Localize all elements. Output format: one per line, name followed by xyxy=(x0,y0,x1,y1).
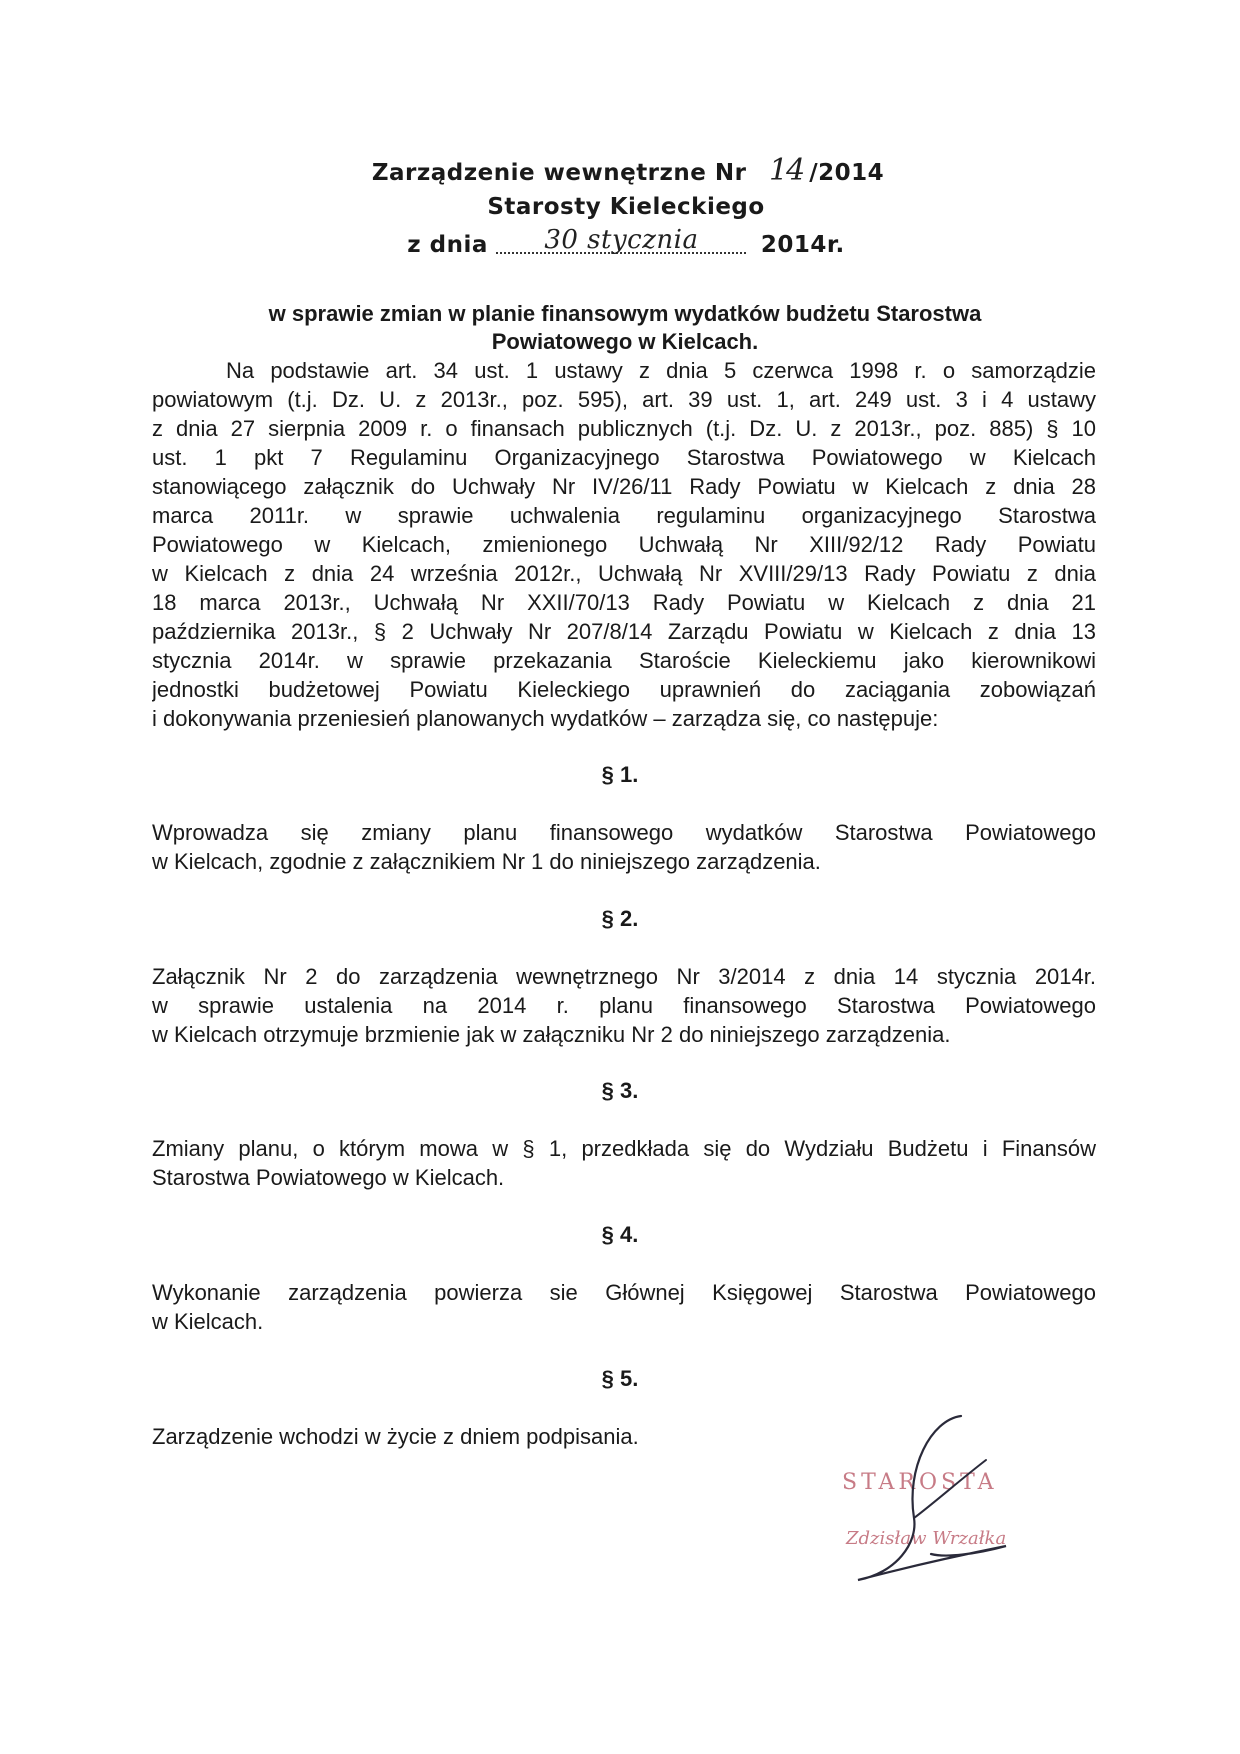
preamble-line: powiatowym (t.j. Dz. U. z 2013r., poz. 595), art. 39 ust. 1, art. 249 ust. 3 i 4 ustawy xyxy=(152,387,1096,412)
stamp-name: Zdzisław Wrzałka xyxy=(846,1528,1007,1549)
handwritten-number: 14 xyxy=(769,153,804,188)
date-fill-line xyxy=(496,225,746,255)
section-line: w sprawie ustalenia na 2014 r. planu finansowego Starostwa Powiatowego xyxy=(152,993,1096,1018)
document-date xyxy=(6,225,1240,258)
date-prefix: z dnia xyxy=(407,232,488,258)
preamble-line: jednostki budżetowej Powiatu Kieleckiego uprawnień do zaciągania zobowiązań xyxy=(152,677,1096,702)
section-heading: § 3. xyxy=(601,1078,639,1103)
preamble-line: stycznia 2014r. w sprawie przekazania Staroście Kieleckiemu jako kierownikowi xyxy=(152,648,1096,673)
preamble-line: października 2013r., § 2 Uchwały Nr 207/8/14 Zarządu Powiatu w Kielcach z dnia 13 xyxy=(152,619,1096,644)
preamble-line: Na podstawie art. 34 ust. 1 ustawy z dnia 5 czerwca 1998 r. o samorządzie xyxy=(226,358,1096,383)
section-line: Starostwa Powiatowego w Kielcach. xyxy=(152,1165,505,1190)
preamble-line: z dnia 27 sierpnia 2009 r. o finansach publicznych (t.j. Dz. U. z 2013r., poz. 885) § 10 xyxy=(152,416,1096,441)
subject-line: w sprawie zmian w planie finansowym wydatków budżetu Starostwa xyxy=(268,301,982,326)
subject-line: Powiatowego w Kielcach. xyxy=(491,329,759,354)
title-suffix: /2014 xyxy=(809,160,885,186)
section-heading: § 2. xyxy=(601,906,639,931)
preamble-line: ust. 1 pkt 7 Regulaminu Organizacyjnego Starostwa Powiatowego w Kielcach xyxy=(152,445,1096,470)
section-line: Zmiany planu, o którym mowa w § 1, przedkłada się do Wydziału Budżetu i Finansów xyxy=(152,1136,1096,1161)
section-heading: § 4. xyxy=(601,1222,639,1247)
handwritten-signature xyxy=(836,1408,1036,1588)
preamble-line: 18 marca 2013r., Uchwałą Nr XXII/70/13 Rady Powiatu w Kielcach z dnia 21 xyxy=(152,590,1096,615)
preamble-line: i dokonywania przeniesień planowanych wydatków – zarządza się, co następuje: xyxy=(152,706,939,731)
preamble-line: w Kielcach z dnia 24 września 2012r., Uchwałą Nr XVIII/29/13 Rady Powiatu z dnia xyxy=(152,561,1096,586)
section-heading: § 1. xyxy=(601,762,639,787)
section-line: w Kielcach otrzymuje brzmienie jak w załączniku Nr 2 do niniejszego zarządzenia. xyxy=(152,1022,951,1047)
date-suffix: 2014r. xyxy=(760,232,845,258)
section-line: Wprowadza się zmiany planu finansowego wydatków Starostwa Powiatowego xyxy=(152,820,1096,845)
section-line: w Kielcach. xyxy=(152,1309,264,1334)
preamble-line: stanowiącego załącznik do Uchwały Nr IV/26/11 Rady Powiatu w Kielcach z dnia 28 xyxy=(152,474,1096,499)
issuer: Starosty Kieleckiego xyxy=(487,194,765,220)
section-heading: § 5. xyxy=(601,1366,639,1391)
title-prefix: Zarządzenie wewnętrzne Nr xyxy=(371,160,747,186)
section-line: Zarządzenie wchodzi w życie z dniem podpisania. xyxy=(152,1424,639,1449)
document-title xyxy=(8,153,1240,188)
preamble-line: Powiatowego w Kielcach, zmienionego Uchwałą Nr XIII/92/12 Rady Powiatu xyxy=(152,532,1096,557)
section-line: Załącznik Nr 2 do zarządzenia wewnętrznego Nr 3/2014 z dnia 14 stycznia 2014r. xyxy=(152,964,1096,989)
preamble-line: marca 2011r. w sprawie uchwalenia regulaminu organizacyjnego Starostwa xyxy=(152,503,1096,528)
handwritten-date: 30 stycznia xyxy=(544,225,699,255)
section-line: Wykonanie zarządzenia powierza sie Głównej Księgowej Starostwa Powiatowego xyxy=(152,1280,1096,1305)
section-line: w Kielcach, zgodnie z załącznikiem Nr 1 do niniejszego zarządzenia. xyxy=(152,849,821,874)
stamp-title: STAROSTA xyxy=(842,1470,998,1495)
